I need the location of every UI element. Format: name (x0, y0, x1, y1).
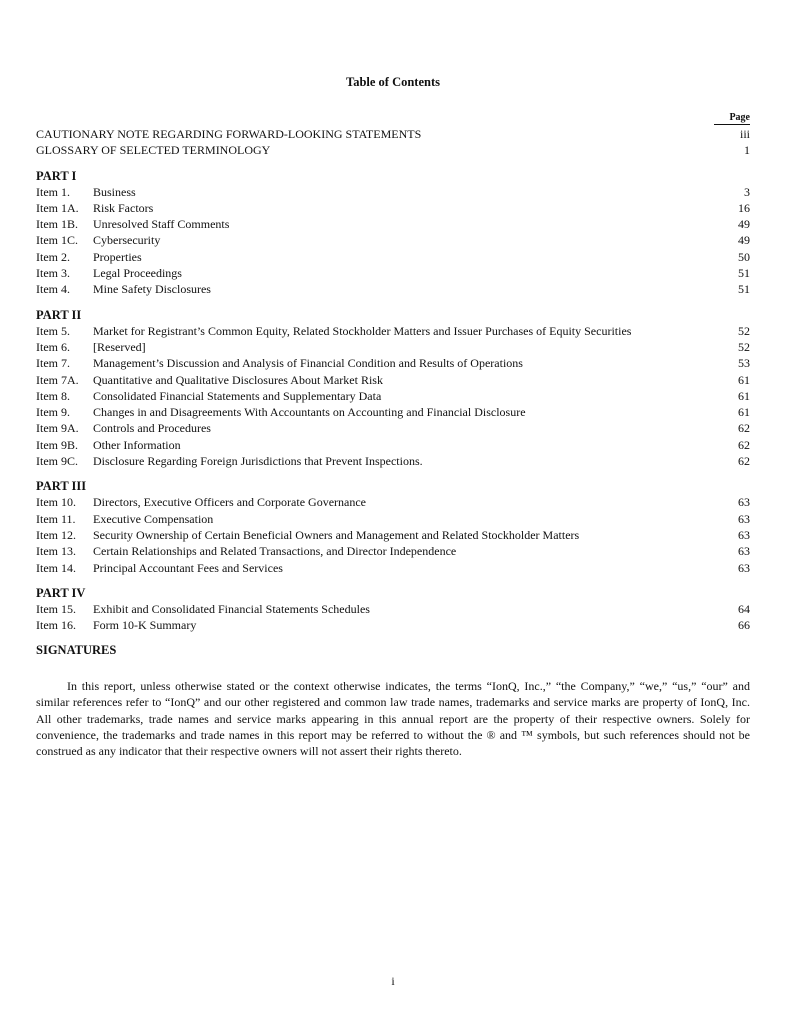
toc-item[interactable] (36, 323, 750, 339)
toc-item-number: Item 2. (36, 249, 70, 264)
toc-item-number: Item 1A. (36, 200, 79, 215)
toc-item-title: Business (93, 184, 136, 199)
toc-item-number: Item 7. (36, 356, 70, 371)
part-heading: PART II (36, 307, 82, 322)
toc-item[interactable] (36, 453, 750, 469)
toc-item-title: Risk Factors (93, 200, 154, 215)
toc-item-number: Item 16. (36, 618, 76, 633)
table-of-contents (36, 126, 750, 658)
toc-item-title: Market for Registrant’s Common Equity, Related Stockholder Matters and Issuer Purchases of Equity Securities (93, 323, 632, 338)
toc-item[interactable] (36, 265, 750, 281)
toc-item-page: 52 (738, 323, 750, 338)
toc-item-page: 61 (738, 388, 750, 403)
toc-item-page: 63 (738, 527, 750, 542)
toc-item-page: 49 (738, 217, 750, 232)
toc-item[interactable] (36, 339, 750, 355)
toc-item[interactable] (36, 420, 750, 436)
toc-item-number: Item 9A. (36, 421, 79, 436)
toc-item-title: Other Information (93, 437, 181, 452)
toc-item-page: 62 (738, 437, 750, 452)
toc-item-page: 62 (738, 421, 750, 436)
signatures-link[interactable]: SIGNATURES (36, 643, 117, 658)
toc-item-title: Principal Accountant Fees and Services (93, 560, 283, 575)
toc-item-title: Legal Proceedings (93, 266, 182, 281)
toc-item-page: iii (739, 127, 750, 141)
toc-item-page: 63 (738, 511, 750, 526)
toc-item[interactable] (36, 494, 750, 510)
toc-item-title: Controls and Procedures (93, 421, 211, 436)
toc-item-page: 3 (744, 184, 750, 199)
toc-item[interactable] (36, 388, 750, 404)
part-heading: PART IV (36, 585, 86, 600)
toc-item-title: Quantitative and Qualitative Disclosures About Market Risk (93, 372, 383, 387)
toc-item-number: Item 11. (36, 511, 76, 526)
toc-item[interactable] (36, 232, 750, 248)
toc-item-title: Unresolved Staff Comments (93, 217, 230, 232)
toc-item-number: Item 6. (36, 339, 70, 354)
toc-item-title: Changes in and Disagreements With Accountants on Accounting and Financial Disclosure (93, 405, 526, 420)
toc-item-number: Item 8. (36, 388, 70, 403)
toc-item-title: CAUTIONARY NOTE REGARDING FORWARD-LOOKING STATEMENTS (36, 127, 422, 141)
toc-item[interactable] (36, 200, 750, 216)
toc-item-page: 1 (744, 143, 750, 158)
toc-item-title: Management’s Discussion and Analysis of Financial Condition and Results of Operations (93, 356, 523, 371)
toc-item-title: Certain Relationships and Related Transactions, and Director Independence (93, 544, 457, 559)
toc-item[interactable] (36, 601, 750, 617)
toc-item-title: Disclosure Regarding Foreign Jurisdictions that Prevent Inspections. (93, 454, 423, 469)
toc-item-number: Item 1B. (36, 217, 78, 232)
toc-item-title: Mine Safety Disclosures (93, 282, 211, 297)
toc-item[interactable] (36, 404, 750, 420)
toc-item-number: Item 3. (36, 266, 70, 281)
toc-item-number: Item 1. (36, 184, 70, 199)
page-column-header: Page (714, 112, 750, 125)
toc-item-page: 64 (738, 601, 750, 616)
toc-item-number: Item 13. (36, 544, 76, 559)
toc-item[interactable] (36, 511, 750, 527)
toc-item[interactable] (36, 527, 750, 543)
toc-item-number: Item 5. (36, 323, 70, 338)
toc-item[interactable] (36, 355, 750, 371)
toc-item-page: 16 (738, 200, 750, 215)
toc-item-title: Consolidated Financial Statements and Supplementary Data (93, 388, 382, 403)
toc-item-title: Security Ownership of Certain Beneficial Owners and Management and Related Stockholder Matters (93, 527, 580, 542)
part-heading: PART III (36, 479, 87, 494)
toc-item[interactable] (36, 543, 750, 559)
toc-item-number: Item 4. (36, 282, 70, 297)
toc-item-page: 51 (738, 266, 750, 281)
toc-item[interactable] (36, 184, 750, 200)
toc-item[interactable] (36, 372, 750, 388)
toc-item-title: Cybersecurity (93, 233, 161, 248)
toc-item-title: GLOSSARY OF SELECTED TERMINOLOGY (36, 143, 271, 158)
toc-item[interactable] (36, 437, 750, 453)
toc-item[interactable] (36, 281, 750, 297)
toc-item-title: Properties (93, 249, 142, 264)
toc-item-page: 62 (738, 454, 750, 469)
toc-item-number: Item 1C. (36, 233, 78, 248)
toc-item-page: 53 (738, 356, 750, 371)
toc-item-title: Executive Compensation (93, 511, 214, 526)
toc-item[interactable] (36, 216, 750, 232)
toc-item-number: Item 10. (36, 495, 76, 510)
toc-item-page: 63 (738, 560, 750, 575)
toc-item-title: Directors, Executive Officers and Corporate Governance (93, 495, 366, 510)
toc-item[interactable] (36, 560, 750, 576)
toc-item-number: Item 15. (36, 601, 76, 616)
toc-item[interactable] (36, 249, 750, 265)
toc-item-title: Exhibit and Consolidated Financial Statements Schedules (93, 601, 370, 616)
toc-item-page: 50 (738, 249, 750, 264)
toc-item[interactable] (36, 617, 750, 633)
toc-item-number: Item 14. (36, 560, 76, 575)
toc-item-number: Item 7A. (36, 372, 79, 387)
toc-item-title: [Reserved] (93, 339, 146, 354)
toc-item-page: 52 (738, 339, 750, 354)
page-number: i (391, 974, 395, 988)
toc-item-page: 63 (738, 495, 750, 510)
toc-item-page: 49 (738, 233, 750, 248)
toc-item-number: Item 12. (36, 527, 76, 542)
toc-item-number: Item 9. (36, 405, 70, 420)
toc-item-number: Item 9C. (36, 454, 78, 469)
toc-item-page: 63 (738, 544, 750, 559)
toc-item-page: 61 (738, 405, 750, 420)
toc-item-title: Form 10-K Summary (93, 618, 197, 633)
part-heading: PART I (36, 168, 77, 183)
page-title: Table of Contents (346, 75, 440, 89)
toc-front-item[interactable] (36, 142, 750, 158)
toc-item-page: 66 (738, 618, 750, 633)
toc-item-page: 61 (738, 372, 750, 387)
terminology-paragraph: In this report, unless otherwise stated or the context otherwise indicates, the terms “IonQ, Inc.,” “the Company,” “we,” “us,” “our” and similar references refer to “IonQ” and our other registered and common law trade names, trademarks and service marks are property of IonQ, Inc. All other trademarks, trade names and service marks appearing in this annual report are the property of their respective owners. Solely for convenience, the trademarks and trade names in this report may be referred to without the ® and ™ symbols, but such references should not be construed as any indicator that their respective owners will not assert their rights thereto. (36, 679, 750, 759)
toc-front-item[interactable] (36, 126, 750, 142)
toc-item-page: 51 (738, 282, 750, 297)
toc-item-number: Item 9B. (36, 437, 78, 452)
